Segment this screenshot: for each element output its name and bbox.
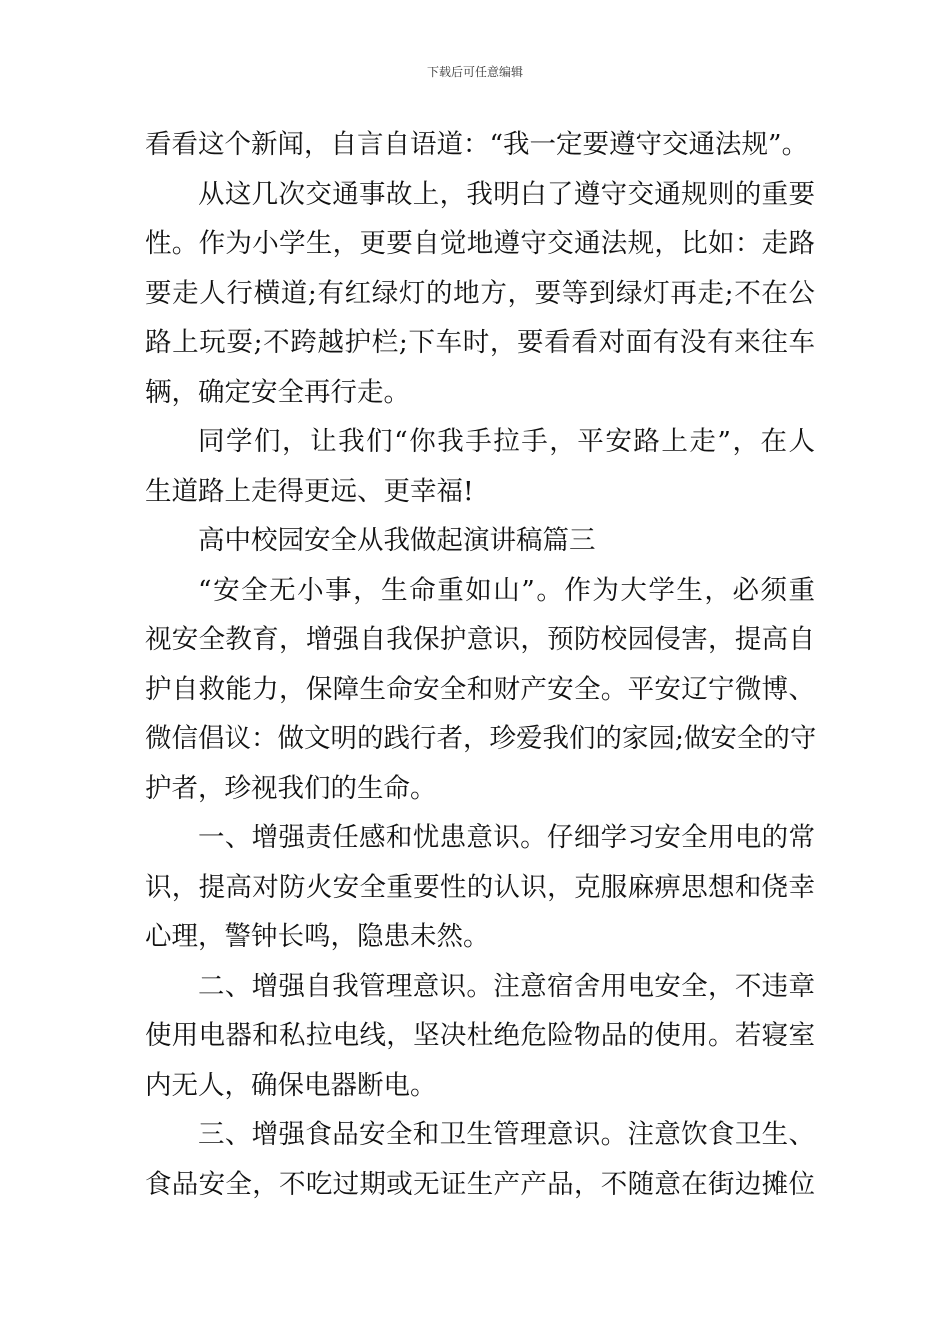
document-body bbox=[145, 120, 815, 1209]
text-line: 心理，警钟长鸣，隐患未然。 bbox=[145, 921, 490, 952]
text-line: 使用电器和私拉电线，坚决杜绝危险物品的使用。若寝室 bbox=[145, 1020, 815, 1051]
text-line: 三、增强食品安全和卫生管理意识。注意饮食卫生、 bbox=[198, 1119, 815, 1150]
text-line: 二、增强自我管理意识。注意宿舍用电安全，不违章 bbox=[198, 970, 815, 1002]
text-line: 要走人行横道;有红绿灯的地方，要等到绿灯再走;不在公 bbox=[145, 277, 815, 309]
text-line: “安全无小事，生命重如山”。作为大学生，必须重 bbox=[198, 574, 815, 606]
text-line: 生道路上走得更远、更幸福! bbox=[145, 475, 474, 507]
page-header: 下载后可任意编辑 bbox=[426, 65, 523, 79]
text-line: 看看这个新闻，自言自语道：“我一定要遵守交通法规”。 bbox=[145, 129, 809, 160]
text-line: 微信倡议：做文明的践行者，珍爱我们的家园;做安全的守 bbox=[145, 723, 817, 754]
text-line: 护者，珍视我们的生命。 bbox=[145, 772, 437, 804]
text-line: 食品安全，不吃过期或无证生产产品，不随意在街边摊位 bbox=[145, 1168, 815, 1200]
text-line: 性。作为小学生，更要自觉地遵守交通法规，比如：走路 bbox=[145, 228, 815, 259]
text-line: 一、增强责任感和忧患意识。仔细学习安全用电的常 bbox=[198, 822, 815, 853]
text-line: 护自救能力，保障生命安全和财产安全。平安辽宁微博、 bbox=[145, 673, 815, 705]
text-line: 从这几次交通事故上，我明白了遵守交通规则的重要 bbox=[198, 178, 815, 210]
text-line: 视安全教育，增强自我保护意识，预防校园侵害，提高自 bbox=[145, 624, 815, 655]
text-line: 内无人，确保电器断电。 bbox=[145, 1069, 437, 1101]
section-heading: 高中校园安全从我做起演讲稿篇三 bbox=[198, 525, 596, 556]
text-line: 同学们，让我们“你我手拉手，平安路上走”，在人 bbox=[198, 426, 815, 457]
text-line: 辆，确定安全再行走。 bbox=[145, 376, 410, 408]
text-line: 识，提高对防火安全重要性的认识，克服麻痹思想和侥幸 bbox=[145, 871, 815, 903]
text-line: 路上玩耍;不跨越护栏;下车时，要看看对面有没有来往车 bbox=[145, 327, 815, 358]
